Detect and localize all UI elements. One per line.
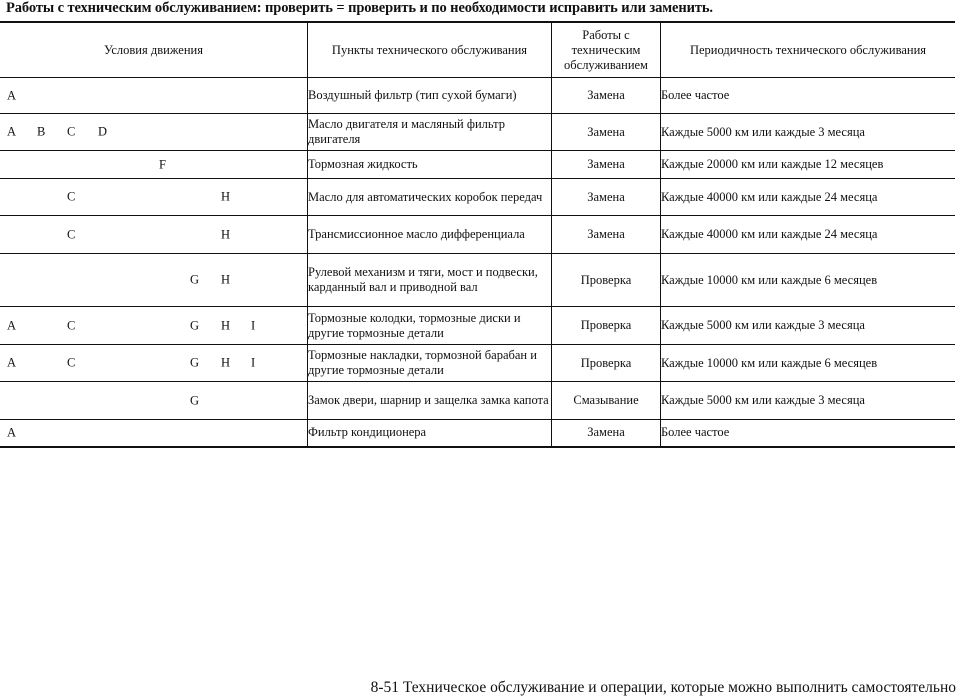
conditions-cell bbox=[0, 382, 308, 420]
work-cell: Проверка bbox=[552, 345, 661, 382]
condition-letter: C bbox=[67, 227, 76, 241]
interval-cell: Каждые 10000 км или каждые 6 месяцев bbox=[661, 345, 956, 382]
table-row bbox=[0, 179, 955, 216]
header-conditions: Условия движения bbox=[0, 22, 308, 78]
conditions-cell bbox=[0, 179, 308, 216]
work-cell: Замена bbox=[552, 151, 661, 179]
work-cell: Замена bbox=[552, 179, 661, 216]
condition-letter: C bbox=[67, 318, 76, 332]
condition-letter: A bbox=[7, 88, 17, 102]
work-cell: Замена bbox=[552, 216, 661, 254]
condition-letter: H bbox=[221, 189, 231, 204]
interval-cell: Каждые 40000 км или каждые 24 месяца bbox=[661, 179, 956, 216]
table-row bbox=[0, 345, 955, 382]
header-work: Работы с техническим обслуживанием bbox=[552, 22, 661, 78]
item-cell: Тормозная жидкость bbox=[308, 151, 552, 179]
conditions-cell bbox=[0, 114, 308, 151]
condition-letter: F bbox=[159, 157, 166, 171]
condition-letter: H bbox=[221, 227, 231, 241]
interval-cell: Более частое bbox=[661, 420, 956, 447]
item-cell: Масло двигателя и масляный фильтр двигателя bbox=[308, 114, 552, 151]
interval-cell: Каждые 10000 км или каждые 6 месяцев bbox=[661, 254, 956, 307]
interval-cell: Каждые 5000 км или каждые 3 месяца bbox=[661, 382, 956, 420]
item-cell: Масло для автоматических коробок передач bbox=[308, 179, 552, 216]
condition-letter: A bbox=[7, 318, 17, 332]
interval-cell: Более частое bbox=[661, 78, 956, 114]
work-cell: Смазывание bbox=[552, 382, 661, 420]
table-row bbox=[0, 216, 955, 254]
conditions-cell bbox=[0, 345, 308, 382]
conditions-cell bbox=[0, 151, 308, 179]
work-cell: Замена bbox=[552, 420, 661, 447]
table-row bbox=[0, 420, 955, 447]
item-cell: Воздушный фильтр (тип сухой бумаги) bbox=[308, 78, 552, 114]
interval-cell: Каждые 5000 км или каждые 3 месяца bbox=[661, 307, 956, 345]
condition-letter: B bbox=[37, 124, 46, 139]
item-cell: Рулевой механизм и тяги, мост и подвески, карданный вал и приводной вал bbox=[308, 254, 552, 307]
condition-letter: I bbox=[251, 355, 256, 370]
condition-letter: C bbox=[67, 189, 76, 204]
item-cell: Трансмиссионное масло дифференциала bbox=[308, 216, 552, 254]
condition-letter: C bbox=[67, 124, 76, 139]
condition-letter: G bbox=[190, 318, 200, 332]
page-title: Работы с техническим обслуживанием: проверить = проверить и по необходимости исправить или заменить. bbox=[6, 0, 713, 16]
item-cell: Замок двери, шарнир и защелка замка капота bbox=[308, 382, 552, 420]
conditions-cell bbox=[0, 254, 308, 307]
table-row bbox=[0, 78, 955, 114]
header-item: Пункты технического обслуживания bbox=[308, 22, 552, 78]
condition-letter: G bbox=[190, 272, 200, 287]
conditions-cell bbox=[0, 307, 308, 345]
condition-letter: I bbox=[251, 318, 256, 332]
work-cell: Замена bbox=[552, 78, 661, 114]
item-cell: Тормозные колодки, тормозные диски и другие тормозные детали bbox=[308, 307, 552, 345]
work-cell: Проверка bbox=[552, 307, 661, 345]
conditions-cell bbox=[0, 216, 308, 254]
item-cell: Тормозные накладки, тормозной барабан и другие тормозные детали bbox=[308, 345, 552, 382]
interval-cell: Каждые 5000 км или каждые 3 месяца bbox=[661, 114, 956, 151]
interval-cell: Каждые 40000 км или каждые 24 месяца bbox=[661, 216, 956, 254]
conditions-cell bbox=[0, 420, 308, 447]
page-footer: 8-51 Техническое обслуживание и операции, которые можно выполнить самостоятельно bbox=[370, 679, 956, 696]
maintenance-table bbox=[0, 21, 955, 448]
condition-letter: A bbox=[7, 425, 17, 440]
condition-letter: H bbox=[221, 355, 231, 370]
condition-letter: A bbox=[7, 355, 17, 370]
item-cell: Фильтр кондиционера bbox=[308, 420, 552, 447]
condition-letter: G bbox=[190, 393, 200, 407]
condition-letter: G bbox=[190, 355, 200, 370]
condition-letter: D bbox=[98, 124, 108, 139]
table-row bbox=[0, 307, 955, 345]
table-row bbox=[0, 254, 955, 307]
condition-letter: H bbox=[221, 318, 231, 332]
condition-letter: A bbox=[7, 124, 17, 139]
table-row bbox=[0, 151, 955, 179]
condition-letter: C bbox=[67, 355, 76, 370]
table-row bbox=[0, 114, 955, 151]
interval-cell: Каждые 20000 км или каждые 12 месяцев bbox=[661, 151, 956, 179]
work-cell: Проверка bbox=[552, 254, 661, 307]
work-cell: Замена bbox=[552, 114, 661, 151]
table-row bbox=[0, 382, 955, 420]
table-header-row bbox=[0, 22, 955, 78]
header-interval: Периодичность технического обслуживания bbox=[661, 22, 956, 78]
condition-letter: H bbox=[221, 272, 231, 287]
conditions-cell bbox=[0, 78, 308, 114]
